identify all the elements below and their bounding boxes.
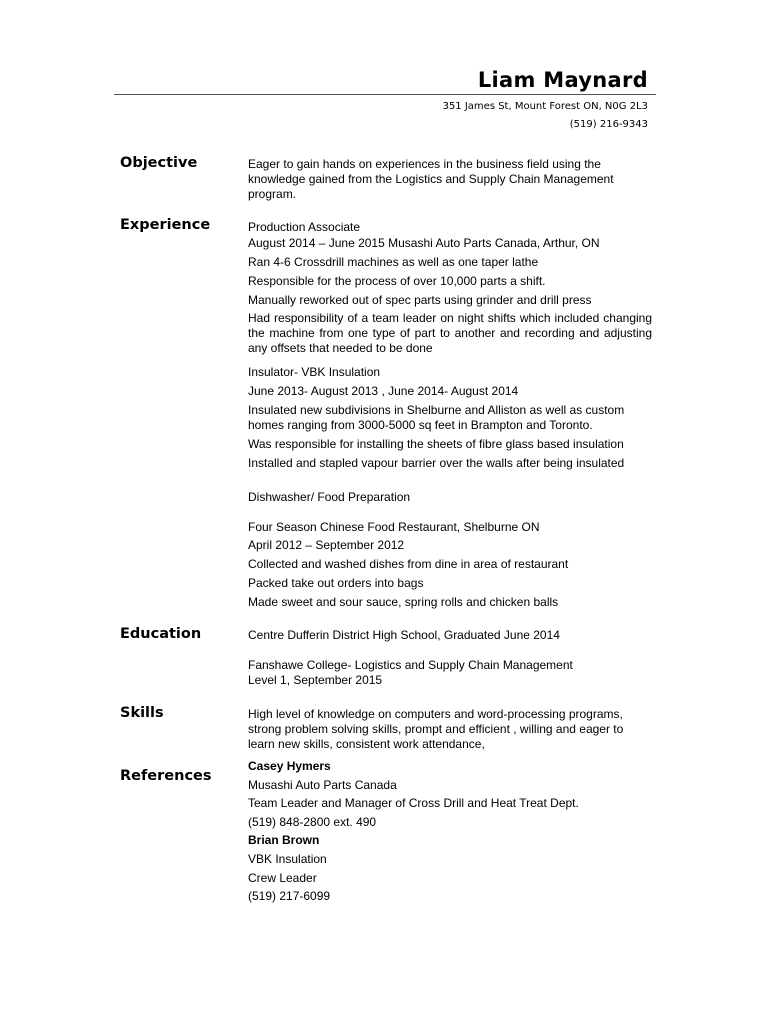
education-section	[248, 628, 652, 688]
job-bullet: Packed take out orders into bags	[248, 576, 424, 590]
job-title: Insulator- VBK Insulation	[248, 365, 381, 379]
reference-phone: (519) 848-2800 ext. 490	[248, 814, 377, 829]
education-heading: Education	[120, 626, 202, 642]
objective-text: Eager to gain hands on experiences in the business field using the knowledge gained from the Logistics and Supply Chain Management program.	[248, 157, 614, 201]
job-title: Production Associate	[248, 220, 361, 234]
objective-heading: Objective	[120, 155, 198, 171]
job-meta: June 2013- August 2013 , June 2014- August 2014	[248, 384, 519, 398]
reference-company: Musashi Auto Parts Canada	[248, 777, 397, 792]
reference-phone: (519) 217-6099	[248, 889, 331, 904]
reference-role: Crew Leader	[248, 870, 317, 885]
address: 351 James St, Mount Forest ON, N0G 2L3	[442, 101, 648, 112]
reference-name: Casey Hymers	[248, 759, 331, 773]
header-divider	[114, 94, 656, 95]
reference-role: Team Leader and Manager of Cross Drill and Heat Treat Dept.	[248, 796, 579, 811]
job-bullet: Manually reworked out of spec parts using grinder and drill press	[248, 293, 592, 307]
experience-heading: Experience	[120, 217, 211, 233]
job-dishwasher	[248, 490, 652, 610]
job-title: Dishwasher/ Food Preparation	[248, 490, 411, 504]
references-heading: References	[120, 768, 212, 784]
skills-text: High level of knowledge on computers and word-processing programs, strong problem solving skills, prompt and efficient , willing and eager to learn new skills, consistent work attendance,	[248, 707, 624, 751]
education-detail: Level 1, September 2015	[248, 673, 383, 687]
job-bullet: Responsible for the process of over 10,000 parts a shift.	[248, 274, 546, 288]
references-section	[248, 757, 652, 906]
phone: (519) 216-9343	[569, 119, 648, 130]
contact-info	[443, 98, 648, 134]
job-bullet: Ran 4-6 Crossdrill machines as well as one taper lathe	[248, 255, 539, 269]
skills-heading: Skills	[120, 705, 164, 721]
education-entry: Centre Dufferin District High School, Graduated June 2014	[248, 628, 560, 642]
job-insulator	[248, 365, 652, 471]
job-employer: Four Season Chinese Food Restaurant, Shelburne ON	[248, 520, 540, 534]
objective-section	[248, 157, 652, 202]
job-bullet: Made sweet and sour sauce, spring rolls and chicken balls	[248, 595, 559, 609]
reference-name: Brian Brown	[248, 833, 320, 848]
education-entry: Fanshawe College- Logistics and Supply Chain Management	[248, 658, 573, 672]
skills-section	[248, 707, 652, 752]
job-dates: April 2012 – September 2012	[248, 538, 405, 552]
resume-name: Liam Maynard	[477, 68, 648, 92]
job-bullet: Collected and washed dishes from dine in area of restaurant	[248, 557, 569, 571]
job-bullet: Insulated new subdivisions in Shelburne and Alliston as well as custom homes ranging from 3000-5000 sq feet in Brampton and Toronto.	[248, 403, 625, 432]
job-production-associate	[248, 220, 652, 356]
job-meta: August 2014 – June 2015 Musashi Auto Parts Canada, Arthur, ON	[248, 236, 600, 250]
job-bullet: Had responsibility of a team leader on night shifts which included changing the machine from one type of part to another and recording and adjusting any offsets that needed to be done	[248, 311, 652, 355]
job-bullet: Was responsible for installing the sheets of fibre glass based insulation	[248, 437, 624, 451]
reference-company: VBK Insulation	[248, 851, 327, 866]
job-bullet: Installed and stapled vapour barrier over the walls after being insulated	[248, 456, 625, 470]
